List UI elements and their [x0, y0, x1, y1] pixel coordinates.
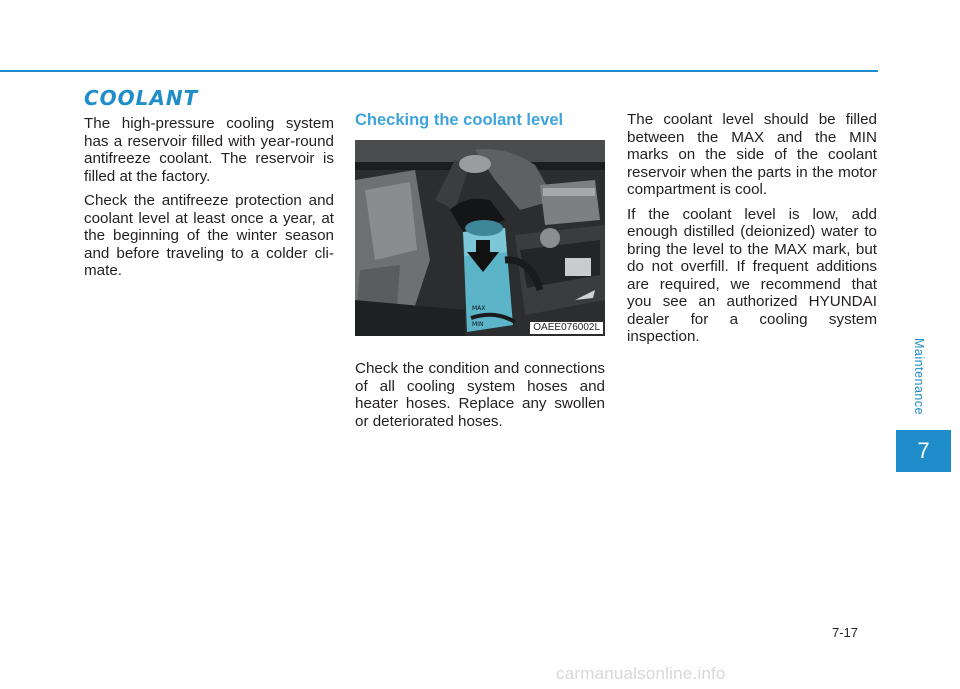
- min-mark: MIN: [472, 321, 484, 328]
- top-rule: [0, 70, 878, 72]
- subsection-heading: Checking the coolant level: [355, 111, 564, 129]
- hoses-paragraph: Check the condition and connections of all cooling system hoses and heater hoses. Replace any swollen or deteriorated hoses.: [355, 360, 605, 430]
- watermark: carmanualsonline.info: [556, 664, 726, 683]
- page-number: 7-17: [832, 625, 859, 640]
- chapter-tab: [896, 430, 951, 472]
- engine-bay-illustration: [355, 140, 605, 336]
- check-paragraph: Check the antifreeze protection and coolant level at least once a year, at the beginning of the winter season and before traveling to a colder cli-mate.: [84, 192, 334, 279]
- chapter-number: 7: [917, 438, 930, 463]
- level-paragraph: The coolant level should be filled between the MAX and the MIN marks on the side of the coolant reservoir when the parts in the motor compartment is cool.: [627, 111, 877, 198]
- intro-paragraph: The high-pressure cooling system has a reservoir filled with year-round antifreeze coolant. The reservoir is filled at the factory.: [84, 115, 334, 185]
- refill-paragraph: If the coolant level is low, add enough distilled (deionized) water to bring the level to the MAX mark, but do not overfill. If frequent additions are required, we recommend that you see an authorized HYUNDAI dealer for a cooling system inspection.: [627, 205, 877, 345]
- coolant-reservoir-photo: [355, 140, 605, 336]
- section-title: COOLANT: [84, 86, 199, 110]
- max-mark: MAX: [472, 305, 486, 312]
- column-3: [627, 111, 877, 353]
- column-2: [355, 110, 605, 437]
- chapter-label: Maintenance: [912, 338, 926, 416]
- figure-code: OAEE076002L: [530, 322, 603, 334]
- column-1: [84, 115, 334, 287]
